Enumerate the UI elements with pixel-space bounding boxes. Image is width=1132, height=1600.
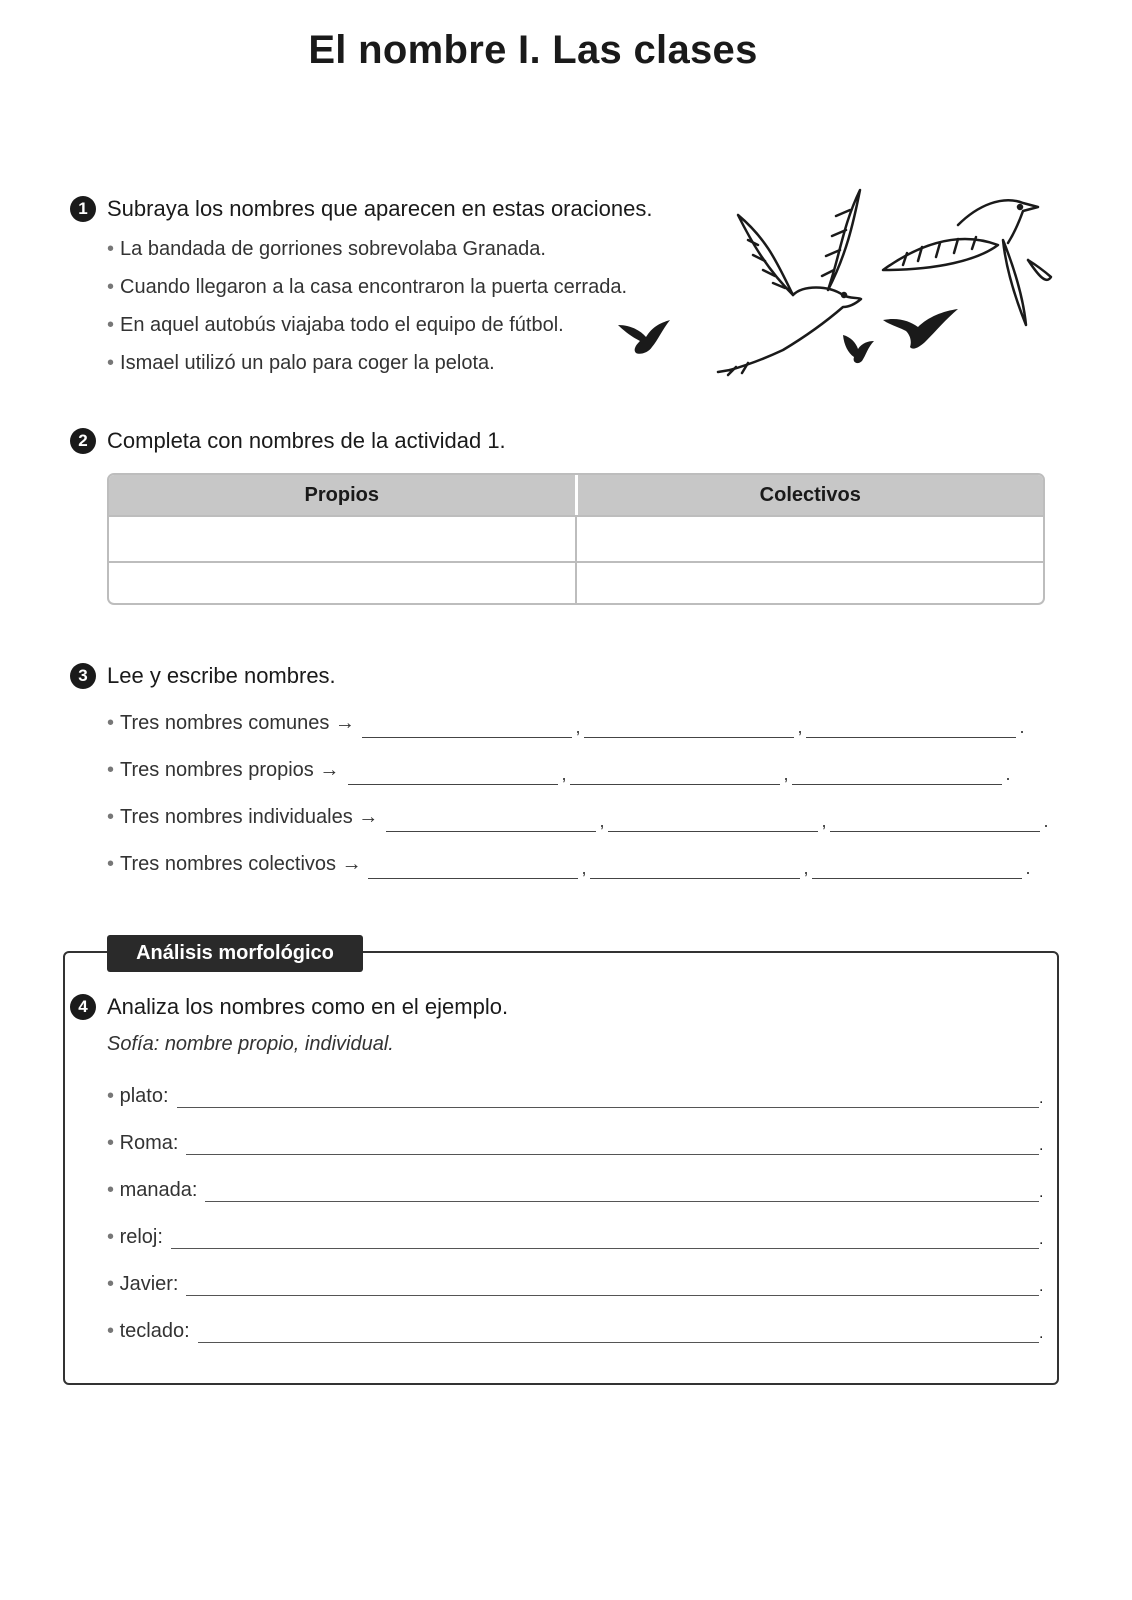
names-table bbox=[107, 473, 1045, 605]
answer-line[interactable] bbox=[186, 1134, 1039, 1155]
answer-cell[interactable] bbox=[575, 563, 1043, 605]
write-lines: , , . bbox=[348, 759, 1014, 785]
answer-line[interactable] bbox=[171, 1228, 1039, 1249]
table-header-row bbox=[109, 475, 1043, 515]
analysis-row: • teclado: . bbox=[107, 1320, 1044, 1342]
analysis-label: plato: bbox=[119, 1085, 169, 1107]
analysis-label: teclado: bbox=[119, 1320, 190, 1342]
analysis-label: Javier: bbox=[119, 1273, 179, 1295]
analysis-row: • plato: . bbox=[107, 1085, 1044, 1107]
list-item-label: Tres nombres individuales bbox=[120, 806, 353, 828]
list-item: • Tres nombres propios → bbox=[107, 759, 340, 781]
answer-cell[interactable] bbox=[109, 563, 575, 605]
birds-illustration-icon bbox=[618, 185, 1058, 385]
write-lines: , , . bbox=[368, 853, 1034, 879]
answer-line[interactable] bbox=[608, 809, 818, 832]
column-header-colectivos: Colectivos bbox=[575, 475, 1044, 515]
analysis-row: • Roma: . bbox=[107, 1132, 1044, 1154]
write-lines: , , . bbox=[362, 712, 1028, 738]
answer-line[interactable] bbox=[830, 809, 1040, 832]
list-item: • Tres nombres individuales → bbox=[107, 806, 379, 828]
sentence-text: En aquel autobús viajaba todo el equipo de fútbol. bbox=[120, 314, 564, 336]
answer-line[interactable] bbox=[186, 1275, 1039, 1296]
analysis-label: Roma: bbox=[119, 1132, 179, 1154]
column-header-propios: Propios bbox=[304, 484, 379, 506]
analysis-row: • reloj: . bbox=[107, 1226, 1044, 1248]
answer-line[interactable] bbox=[198, 1322, 1039, 1343]
section-tag: Análisis morfológico bbox=[107, 935, 363, 972]
answer-line[interactable] bbox=[806, 715, 1016, 738]
table-row bbox=[109, 561, 1043, 605]
list-item-label: Tres nombres colectivos bbox=[120, 853, 337, 875]
exercise-number-1: 1 bbox=[70, 196, 96, 222]
arrow-right-icon: → bbox=[341, 853, 362, 875]
arrow-right-icon: → bbox=[358, 806, 379, 828]
answer-line[interactable] bbox=[812, 856, 1022, 879]
answer-line[interactable] bbox=[386, 809, 596, 832]
exercise-2-instruction: Completa con nombres de la actividad 1. bbox=[107, 428, 506, 453]
exercise-number-4: 4 bbox=[70, 994, 96, 1020]
example-text: Sofía: nombre propio, individual. bbox=[107, 1033, 394, 1055]
list-item-label: Tres nombres comunes bbox=[120, 712, 330, 734]
list-item: • Tres nombres colectivos → bbox=[107, 853, 362, 875]
answer-line[interactable] bbox=[348, 762, 558, 785]
answer-cell[interactable] bbox=[575, 517, 1043, 561]
answer-line[interactable] bbox=[362, 715, 572, 738]
list-item-label: Tres nombres propios bbox=[120, 759, 314, 781]
analysis-row: • manada: . bbox=[107, 1179, 1044, 1201]
exercise-number-2: 2 bbox=[70, 428, 96, 454]
sentence-4: • Ismael utilizó un palo para coger la pelota. bbox=[107, 352, 495, 374]
write-lines: , , . bbox=[386, 806, 1052, 832]
analysis-label: reloj: bbox=[119, 1226, 163, 1248]
list-item: • Tres nombres comunes → bbox=[107, 712, 355, 734]
exercise-number-3: 3 bbox=[70, 663, 96, 689]
answer-line[interactable] bbox=[205, 1181, 1039, 1202]
answer-line[interactable] bbox=[792, 762, 1002, 785]
sentence-text: Ismael utilizó un palo para coger la pelota. bbox=[120, 352, 495, 374]
arrow-right-icon: → bbox=[334, 712, 355, 734]
exercise-1-instruction: Subraya los nombres que aparecen en estas oraciones. bbox=[107, 196, 653, 221]
sentence-2: • Cuando llegaron a la casa encontraron la puerta cerrada. bbox=[107, 276, 628, 298]
analysis-label: manada: bbox=[119, 1179, 198, 1201]
arrow-right-icon: → bbox=[319, 759, 340, 781]
sentence-1: • La bandada de gorriones sobrevolaba Granada. bbox=[107, 238, 546, 260]
sentence-text: Cuando llegaron a la casa encontraron la puerta cerrada. bbox=[120, 276, 628, 298]
table-row bbox=[109, 515, 1043, 561]
sentence-3: • En aquel autobús viajaba todo el equipo de fútbol. bbox=[107, 314, 564, 336]
answer-line[interactable] bbox=[584, 715, 794, 738]
sentence-text: La bandada de gorriones sobrevolaba Granada. bbox=[120, 238, 546, 260]
analysis-row: • Javier: . bbox=[107, 1273, 1044, 1295]
answer-line[interactable] bbox=[177, 1087, 1039, 1108]
exercise-4-instruction: Analiza los nombres como en el ejemplo. bbox=[107, 994, 509, 1019]
page-title: El nombre I. Las clases bbox=[308, 28, 758, 72]
answer-line[interactable] bbox=[590, 856, 800, 879]
answer-line[interactable] bbox=[368, 856, 578, 879]
answer-line[interactable] bbox=[570, 762, 780, 785]
exercise-3-instruction: Lee y escribe nombres. bbox=[107, 663, 336, 688]
answer-cell[interactable] bbox=[109, 517, 575, 561]
